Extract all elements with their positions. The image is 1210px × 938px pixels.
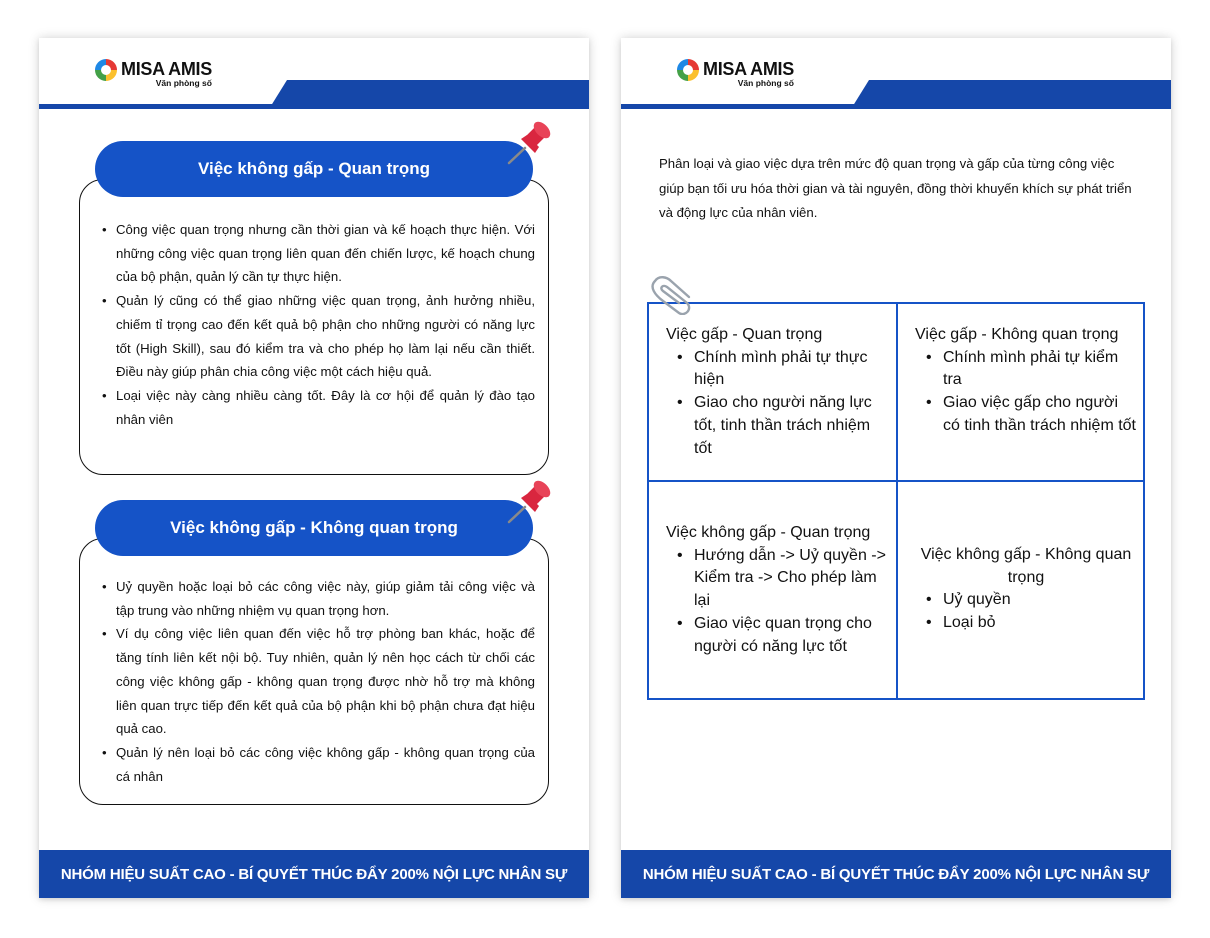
list-item: • Loại việc này càng nhiều càng tốt. Đây là cơ hội để quản lý đào tạo nhân viên [101, 384, 535, 431]
cell-title: Việc không gấp - Không quan trọng [920, 546, 1132, 586]
page-right [621, 38, 1171, 898]
list-item: • Quản lý cũng có thể giao những việc quan trọng, ảnh hưởng nhiều, chiếm tỉ trọng cao đến kết quả bộ phận cho những người có năng lực tốt (High Skill), sau đó kiểm tra và cho phép họ làm lại nếu cần thiết. Điều này giúp phân chia công việc một cách hiệu quả. [101, 289, 535, 384]
brand-tagline: Văn phòng số [155, 78, 212, 88]
list-item: • Giao cho người năng lực tốt, tinh thần trách nhiệm tốt [666, 392, 886, 460]
matrix-cell-urgent-not-important [915, 324, 1137, 438]
list-item: • Uỷ quyền hoặc loại bỏ các công việc này, giúp giảm tải công việc và tập trung vào những nhiệm vụ quan trọng hơn. [101, 575, 535, 622]
footer-text: NHÓM HIỆU SUẤT CAO - BÍ QUYẾT THÚC ĐẨY 200% NỘI LỰC NHÂN SỰ [60, 865, 568, 883]
paperclip-icon [645, 273, 695, 315]
section-not-important-not-urgent [79, 500, 549, 805]
footer [39, 850, 589, 898]
list-item: • Hướng dẫn -> Uỷ quyền -> Kiểm tra -> Cho phép làm lại [666, 545, 888, 613]
list-item: • Uỷ quyền [915, 589, 1137, 612]
list-item: • Quản lý nên loại bỏ các công việc không gấp - không quan trọng của cá nhân [101, 741, 535, 788]
misa-logo-icon [95, 59, 117, 81]
section-important-not-urgent [79, 141, 549, 475]
matrix-cell-not-urgent-not-important [915, 544, 1137, 635]
header-bar [621, 104, 1171, 109]
section-title: Việc không gấp - Không quan trọng [95, 500, 533, 556]
section-title: Việc không gấp - Quan trọng [95, 141, 533, 197]
brand-logo [677, 58, 794, 92]
list-item: • Giao việc gấp cho người có tinh thần trách nhiệm tốt [915, 392, 1137, 437]
push-pin-icon [503, 480, 555, 526]
footer-text: NHÓM HIỆU SUẤT CAO - BÍ QUYẾT THÚC ĐẨY 200% NỘI LỰC NHÂN SỰ [642, 865, 1150, 883]
matrix-cell-urgent-important [666, 324, 886, 460]
brand-tagline: Văn phòng số [737, 78, 794, 88]
header-bar [39, 104, 589, 109]
intro-paragraph: Phân loại và giao việc dựa trên mức độ quan trọng và gấp của từng công việc giúp bạn tối ưu hóa thời gian và tài nguyên, đồng thời khuyến khích sự phát triển và động lực của nhân viên. [659, 156, 1132, 220]
matrix-divider-horizontal [649, 480, 1143, 482]
matrix-divider-vertical [896, 304, 898, 698]
footer [621, 850, 1171, 898]
list-item: • Chính mình phải tự kiểm tra [915, 347, 1137, 392]
cell-title: Việc gấp - Không quan trọng [915, 326, 1119, 343]
push-pin-icon [503, 121, 555, 167]
matrix-cell-not-urgent-important [666, 522, 888, 658]
brand-name: MISA AMIS [703, 59, 794, 79]
list-item: • Loại bỏ [915, 612, 1137, 635]
list-item: • Công việc quan trọng nhưng cần thời gian và kế hoạch thực hiện. Với những công việc quan trọng liên quan đến chiến lược, kế hoạch chung của bộ phận, quản lý cần tự thực hiện. [101, 218, 535, 289]
cell-title: Việc gấp - Quan trọng [666, 326, 823, 343]
misa-logo-icon [677, 59, 699, 81]
list-item: • Chính mình phải tự thực hiện [666, 347, 886, 392]
list-item: • Giao việc quan trọng cho người có năng lực tốt [666, 613, 888, 658]
priority-matrix [647, 302, 1145, 700]
list-item: • Ví dụ công việc liên quan đến việc hỗ trợ phòng ban khác, hoặc để tăng tính liên kết nội bộ. Tuy nhiên, quản lý nên học cách từ chối các công việc không gấp - không quan trọng được nhờ hỗ trợ mà không liên quan trực tiếp đến kết quả của bộ phận khi bộ phận chưa đạt hiệu quả cao. [101, 622, 535, 741]
brand-logo [95, 58, 212, 92]
section-body [101, 575, 535, 788]
section-body [101, 218, 535, 431]
page-left [39, 38, 589, 898]
cell-title: Việc không gấp - Quan trọng [666, 524, 871, 541]
brand-name: MISA AMIS [121, 59, 212, 79]
